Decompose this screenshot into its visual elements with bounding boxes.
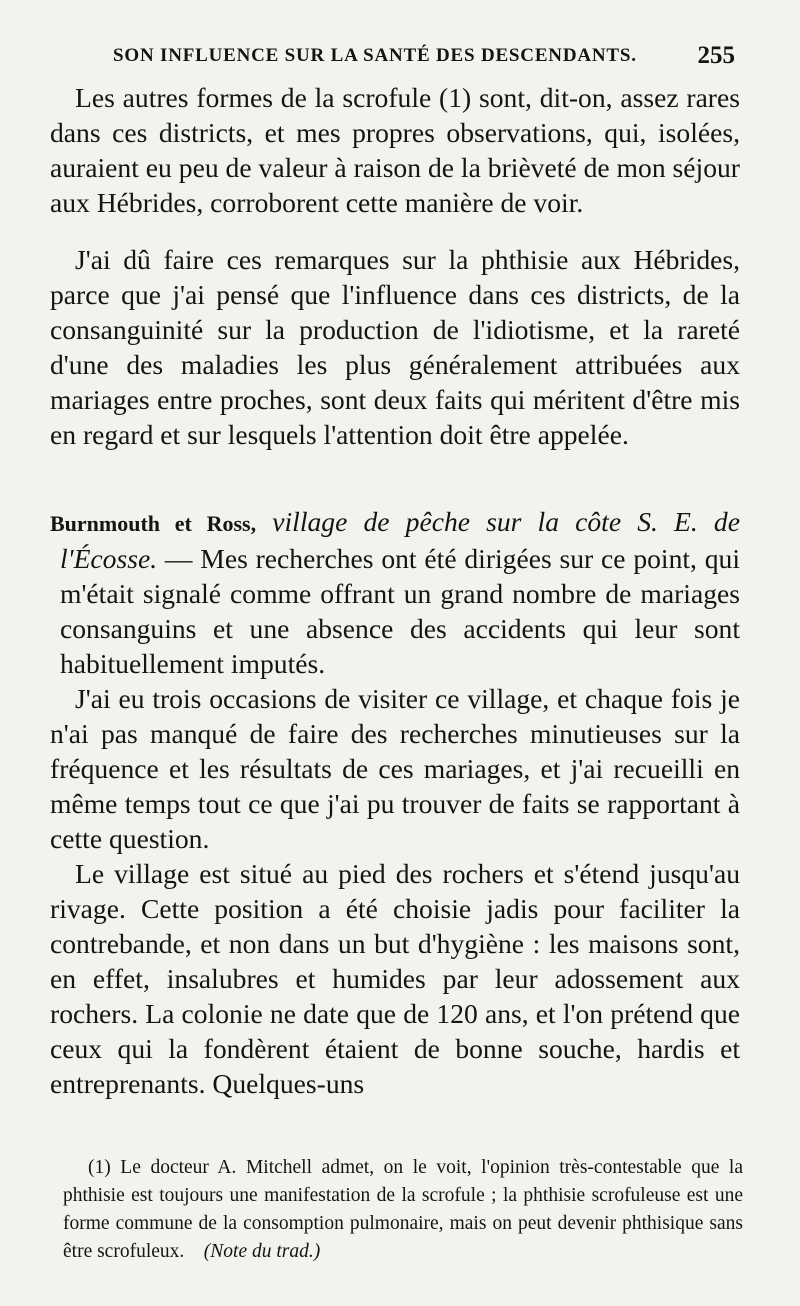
paragraph-phthisie: J'ai dû faire ces remarques sur la phthisie aux Hébrides, parce que j'ai pensé que l'influence dans ces districts, de la consanguinité sur la production de l'idiotisme, et la rareté d'une des maladies les plus généralement attribuées aux mariages entre proches, sont deux faits qui méritent d'être mis en regard et sur lesquels l'attention doit être appelée. (50, 244, 740, 450)
footnote-credit: (Note du trad.) (203, 1241, 321, 1262)
footnote-body: (1) Le docteur A. Mitchell admet, on le voit, l'opinion très-contestable que la phthisie est toujours une manifestation de la scrofule ; la phthisie scrofuleuse est une forme commune de la consomption pulmonaire, mais on peut devenir phthisique sans être scrofuleux. (63, 1157, 743, 1262)
paragraph-burnmouth-text: — Mes recherches ont été dirigées sur ce point, qui m'était signalé comme offrant un grand nombre de mariages consanguins et une absence des accidents qui leur sont habituellement imputés. (60, 543, 740, 679)
page-number: 255 (697, 42, 735, 69)
paragraph-burnmouth (50, 504, 740, 681)
page-header (113, 42, 735, 72)
running-title: SON INFLUENCE SUR LA SANTÉ DES DESCENDANTS. (113, 45, 637, 66)
footnote-text (63, 1154, 743, 1266)
section-heading: Burnmouth et Ross, (50, 511, 257, 536)
section-subtitle: village de pêche sur la côte S. E. de l'Écosse. (60, 506, 740, 574)
footnote (63, 1154, 743, 1266)
paragraph-scrofule: Les autres formes de la scrofule (1) sont, dit-on, assez rares dans ces districts, et mes propres observations, qui, isolées, auraient eu peu de valeur à raison de la brièveté de mon séjour aux Hébrides, corroborent cette manière de voir. (50, 82, 740, 218)
body-text (50, 80, 740, 1101)
paragraph-village: Le village est situé au pied des rochers et s'étend jusqu'au rivage. Cette position a été choisie jadis pour faciliter la contrebande, et non dans un but d'hygiène : les maisons sont, en effet, insalubres et humides par leur adossement aux rochers. La colonie ne date que de 120 ans, et l'on prétend que ceux qui la fondèrent étaient de bonne souche, hardis et entreprenants. Quelques-uns (50, 858, 740, 1099)
paragraph-visits: J'ai eu trois occasions de visiter ce village, et chaque fois je n'ai pas manqué de faire des recherches minutieuses sur la fréquence et les résultats de ces mariages, et j'ai recueilli en même temps tout ce que j'ai pu trouver de faits se rapportant à cette question. (50, 683, 740, 854)
